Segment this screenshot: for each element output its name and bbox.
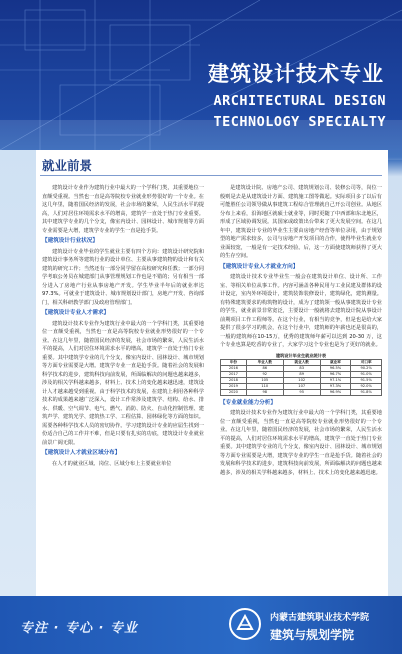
table-cell: 92: [246, 371, 283, 377]
table-cell: 83: [283, 365, 320, 371]
table-cell: 2016: [221, 365, 247, 371]
table-cell: 98: [246, 389, 283, 395]
heading-regional-distribution: 【建筑设计人才就业区域分布】: [42, 450, 121, 456]
paragraph-continued: 是建筑设计院、房地产公司、建筑规划公司、装修公司等，岗位一般则是去是从建筑设计方面、建筑施工图等做起。实际项目多了以后有可能胜任公司领导做从事建筑工程综合管理就自己开公司创业。从地区分布上来看，沿海地区就硕士就业等，同时更随了中西部和东北地区，形成了区域协调发展。其国家或政策出台带来了更大发展空间。在这几年中，建筑设计专业的毕业生主要由房地产经营等单位录用，由于规划型的地产需求较多，公司与房地产开发项目的合作，使得毕业生就业专业面较宽，一般是有一定技术经验。后，这一方面使建筑师获得了更大的生存空间。: [220, 185, 382, 259]
table-cell: 97.1%: [320, 377, 351, 383]
table-cell: 2019: [221, 383, 247, 389]
table-cell: 102: [283, 377, 320, 383]
employment-table: [220, 353, 382, 396]
school-name: 内蒙古建筑职业技术学院: [270, 613, 370, 623]
table-cell: 86: [246, 365, 283, 371]
paragraph-regional-distribution: 在人才的就业区域、岗位、区域分布上主要就业单位: [52, 460, 172, 467]
table-header: 对口率: [351, 359, 382, 365]
table-cell: 92.0%: [351, 383, 382, 389]
table-header: 就业率: [320, 359, 351, 365]
left-sidebar: [0, 150, 36, 596]
table-cell: 96.7%: [320, 371, 351, 377]
table-cell: 96.9%: [320, 389, 351, 395]
heading-career-direction: 【建筑设计专业人才就业方向】: [220, 263, 299, 270]
intro-paragraph: 建筑设计专业作为建筑行业中最大的一个学科门类，其重要地位一直颇受重视。当然也一直是高等院校专业就业形势很好的一个专业。在这几年里，随着国民经济的发展，社会市场的繁荣，人民生活水平的提高，人们对居住环境需求水平的增高，建筑学一直处于热门专业重要。其中建筑学专业的几个分支，像室内设计、园林设计、城市规划等方面专业需要是大增，建筑学专业的学生一直是抢手货。: [42, 185, 204, 234]
table-cell: 91.5%: [351, 377, 382, 383]
left-column: [42, 184, 204, 468]
table-caption: 建筑设计毕业生就业统计表: [275, 352, 327, 358]
table-cell: 91.8%: [351, 389, 382, 395]
table-header: 年份: [221, 359, 247, 365]
paragraph-career-direction: 建筑设计技术专业毕业生一般会在建筑设计单位、设计所、工作室、等相关单位从事工作。内容可涵盖各种民用与工业民建及群体的设计设定，室内外环境设计，建筑装饰装修设计，建筑绿化，建筑测量。有特殊建筑要求的构筑物的设计，成为了建筑领一般从事建筑设计专业的学生，就业前景非常宽泛，主要设计一般就将去建筑设计院从事设计前期项目工作工程师等。在这个行业，有相当的竞争，但是也是给大家提供了很多学习的机会，在这个行业中，建筑师的年薪也还是很高的，一般的建筑师在10-15万，优秀的建筑师年薪可以达到 20-30 万，这个专业也算是吃香的专业了，大家学习这个专业也是为了更好的就业。: [220, 274, 382, 348]
table-cell: 91.0%: [351, 371, 382, 377]
table-cell: 95: [283, 389, 320, 395]
paragraph-talent-demand: 建筑设计技术专业作为建筑行业中最大的一个学科门类，其重要地位一直颇受重视，当然也一直是高等院校专业就业形势很好的一个专业。在这几年里，随着国民经济的发展，社会市场的繁荣，人民生活水平的提高，人们对居住环境需求水平的增高，建筑学一直处于热门专业重要。其中建筑学专业的几个分支，像室内设计、园林设计、城市规划等方面专业需要是大增。建筑学专业一直是抢手货。随着社会的发展和科学技术的进步，建筑科技向前发展，所面临解决的问题也越来越多，涉及的相关学科越来越多，材料上、技术上的变化越来越迅速，建筑设计人才越来越受到重视。由于科学技术的发展，在建筑上利用各种科学技术的成果越来越广泛深入，设计工作常涉及建筑学、结构、给水、排水、供暖、空气调节、电气、燃气、消防、防火、自动化控制管理、建筑声学、建筑光学、建筑热工学、工程估算、园林绿化等方面的知识。需要各种科学技术人员的密切协作。学习建筑设计专业的应届生找到一份适合自己的工作并不难，但是只要有扎实的功底，建筑设计专业就业前景广阔无限。: [42, 320, 204, 446]
table-cell: 90.2%: [351, 365, 382, 371]
heading-talent-demand: 【建筑设计专业人才需求】: [42, 310, 110, 316]
table-cell: 2018: [221, 377, 247, 383]
section-divider: [40, 175, 382, 176]
title-en-line2: TECHNOLOGY SPECIALTY: [213, 114, 386, 130]
footer-banner: [0, 596, 402, 654]
table-row: [221, 389, 382, 395]
paragraph-industry-status: 建筑设计专业毕业的学生就业主要有四个方向：建筑设计研究院和建筑设计事务所等建筑行业的设计单位、主要从事建筑物的设计和有关建筑的研究工作；当然还有一部分同学留在高校研究和任教；一部分同学考取公务员在城建部门从事管理规划工作也是不错的；另有相当一部分进入了房地产行业从事房地产开发。学生毕业半年后的就业率达97.3%。可就业于建筑设计、城市规划设计部门，房地产开发、咨询部门，相关科研教学部门及政府管理部门。: [42, 248, 204, 306]
table-header: 毕业人数: [246, 359, 283, 365]
content-panel: [36, 150, 388, 596]
table-cell: 105: [246, 377, 283, 383]
table-cell: 89: [283, 371, 320, 377]
table-cell: 107: [283, 383, 320, 389]
title-cn: 建筑设计技术专业: [208, 62, 384, 86]
footer-slogan: 专注 · 专心 · 专业: [20, 621, 138, 636]
heading-employability: 【专业就业能力分析】: [220, 399, 276, 406]
table-cell: 2017: [221, 371, 247, 377]
table-cell: 2020: [221, 389, 247, 395]
table-cell: 110: [246, 383, 283, 389]
table-header: 就业人数: [283, 359, 320, 365]
paragraph-employability: 建筑设计技术专业作为建筑行业中最大的一个学科门类，其重要地位一直颇受重视，当然也一直是高等院校专业就业形势很好的一个专业。在这几年里，随着国民经济的发展，社会市场的繁荣，人民生活水平的提高，人们对居住环境需求水平的增高，建筑学一直处于热门专业重要。其中建筑学专业的几个分支，像室内设计、园林设计、城市规划等方面专业需要是大增，建筑学专业的学生一直是抢手货。随着社会的发展和科学技术的进步，建筑科技向前发展，所面临解决的问题也越来越多，涉及的相关学科越来越多，材料上、技术上的变化越来越迅速。: [220, 410, 382, 476]
heading-industry-status: 【建筑设计行业状况】: [42, 238, 98, 244]
table-cell: 96.5%: [320, 365, 351, 371]
school-logo-icon: [228, 607, 262, 641]
section-title: 就业前景: [42, 158, 93, 173]
header-banner: [0, 0, 402, 160]
right-column: [220, 184, 382, 477]
table-cell: 97.3%: [320, 383, 351, 389]
college-name: 建筑与规划学院: [270, 628, 355, 642]
title-en-line1: ARCHITECTURAL DESIGN: [213, 93, 386, 109]
